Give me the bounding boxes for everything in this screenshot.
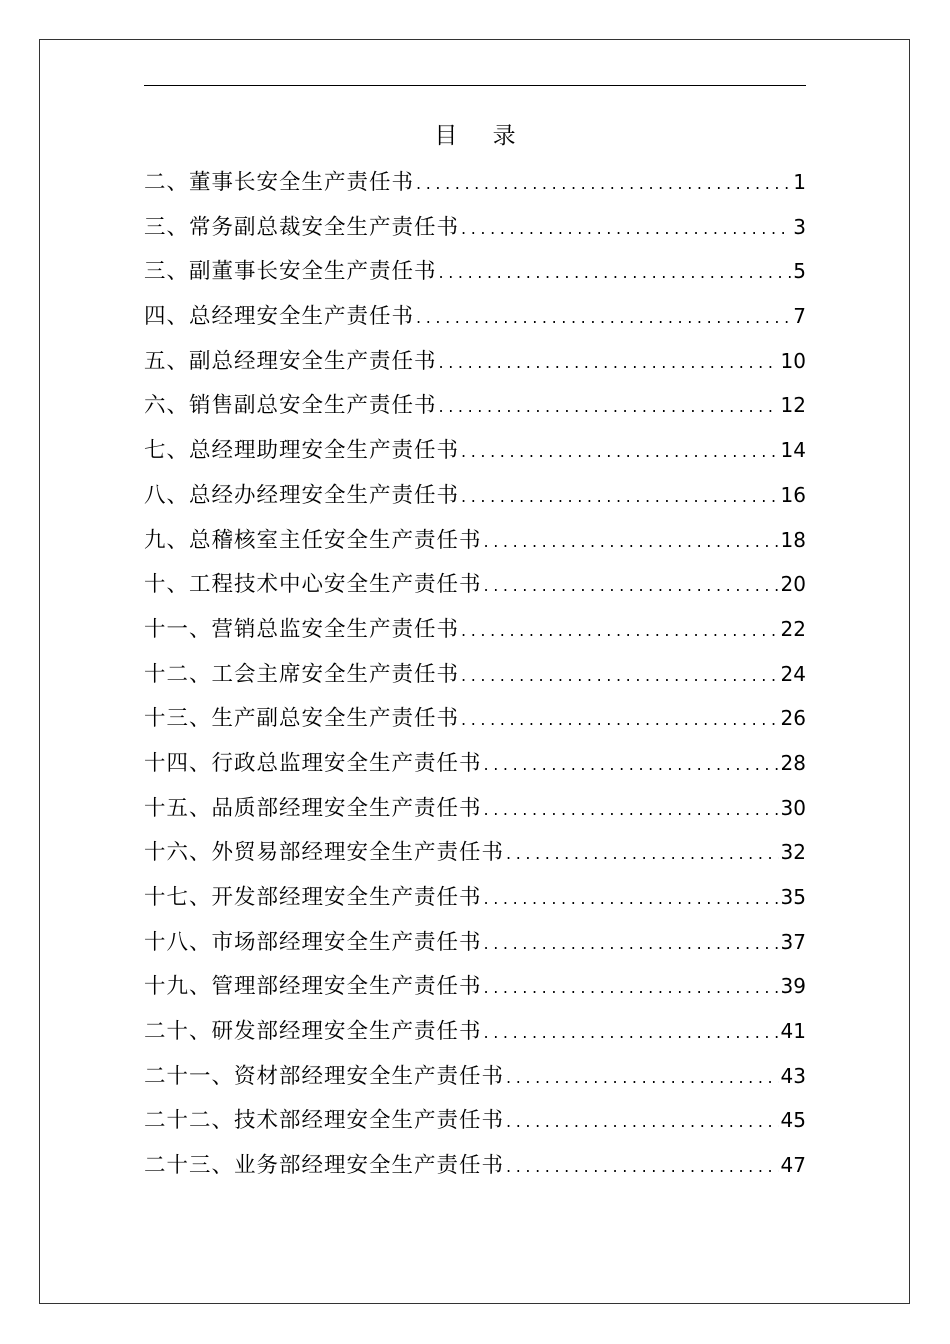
toc-dot-leader (459, 609, 779, 654)
toc-page-number: 1 (793, 170, 806, 194)
toc-entry-title: 四、总经理安全生产责任书 (144, 304, 415, 330)
toc-entry[interactable] (144, 964, 806, 1009)
toc-page-number: 12 (780, 393, 806, 418)
toc-entry[interactable] (144, 518, 806, 563)
toc-dot-leader (482, 743, 779, 788)
toc-entry[interactable] (144, 562, 806, 607)
toc-page-number: 18 (780, 527, 806, 552)
toc-entry-title: 五、副总经理安全生产责任书 (144, 348, 437, 374)
toc-page-number: 32 (780, 840, 806, 865)
toc-dot-leader (459, 698, 779, 743)
toc-entry[interactable] (144, 160, 806, 205)
toc-page-number: 41 (780, 1019, 806, 1044)
toc-dot-leader (459, 654, 779, 699)
toc-page-number: 45 (780, 1108, 806, 1133)
toc-entry[interactable] (144, 786, 806, 831)
toc-entry[interactable] (144, 1098, 806, 1143)
toc-dot-leader (437, 341, 779, 386)
toc-entry-title: 二十三、业务部经理安全生产责任书 (144, 1153, 505, 1179)
toc-page-number: 14 (780, 438, 806, 463)
toc-dot-leader (504, 1145, 779, 1190)
toc-dot-leader (482, 564, 779, 609)
toc-entry-title: 七、总经理助理安全生产责任书 (144, 438, 460, 464)
toc-dot-leader (482, 788, 779, 833)
toc-dot-leader (459, 207, 791, 252)
toc-page-number: 7 (793, 304, 806, 329)
toc-page-number: 30 (780, 795, 806, 820)
toc-entry[interactable] (144, 339, 806, 384)
toc-entry[interactable] (144, 920, 806, 965)
toc-dot-leader (504, 832, 779, 877)
toc-entry-title: 三、常务副总裁安全生产责任书 (144, 214, 460, 240)
toc-entry-title: 十一、营销总监安全生产责任书 (144, 616, 460, 642)
toc-entry-title: 十四、行政总监理安全生产责任书 (144, 750, 482, 776)
toc-page-number: 20 (780, 572, 806, 597)
toc-dot-leader (504, 1100, 779, 1145)
toc-page-number: 43 (780, 1063, 806, 1088)
toc-entry[interactable] (144, 696, 806, 741)
toc-dot-leader (437, 251, 792, 296)
toc-page-number: 3 (793, 214, 806, 239)
toc-entry[interactable] (144, 383, 806, 428)
toc-page-number: 47 (780, 1153, 806, 1178)
toc-entry[interactable] (144, 294, 806, 339)
toc-entry-title: 十九、管理部经理安全生产责任书 (144, 974, 482, 1000)
toc-dot-leader (459, 430, 779, 475)
toc-page-number: 35 (780, 885, 806, 909)
toc-dot-leader (459, 475, 779, 520)
toc-entry[interactable] (144, 473, 806, 518)
toc-entry-title: 二、董事长安全生产责任书 (144, 170, 415, 195)
toc-entry[interactable] (144, 249, 806, 294)
toc-entry-title: 二十一、资材部经理安全生产责任书 (144, 1063, 505, 1089)
toc-entry[interactable] (144, 875, 806, 920)
toc-entry[interactable] (144, 607, 806, 652)
toc-entry-title: 十七、开发部经理安全生产责任书 (144, 885, 482, 910)
toc-dot-leader (482, 877, 779, 922)
toc-page-number: 37 (780, 929, 806, 954)
toc-entry[interactable] (144, 1143, 806, 1188)
toc-dot-leader (414, 296, 791, 341)
toc-title: 目 录 (434, 123, 530, 149)
toc-page-number: 28 (780, 750, 806, 775)
toc-entry[interactable] (144, 741, 806, 786)
toc-page-number: 22 (780, 616, 806, 641)
toc-entry-title: 十三、生产副总安全生产责任书 (144, 706, 460, 732)
toc-entry-title: 十六、外贸易部经理安全生产责任书 (144, 840, 505, 866)
toc-entry-title: 三、副董事长安全生产责任书 (144, 259, 437, 285)
toc-entry-title: 十、工程技术中心安全生产责任书 (144, 572, 482, 598)
toc-entry[interactable] (144, 830, 806, 875)
toc-entry-title: 九、总稽核室主任安全生产责任书 (144, 527, 482, 553)
toc-entry-title: 二十二、技术部经理安全生产责任书 (144, 1108, 505, 1134)
toc-entry[interactable] (144, 1054, 806, 1099)
toc-page-number: 39 (780, 974, 806, 999)
toc-entry-title: 十五、品质部经理安全生产责任书 (144, 795, 482, 821)
toc-page-number: 10 (780, 348, 806, 373)
toc-dot-leader (504, 1056, 779, 1101)
toc-dot-leader (482, 520, 779, 565)
toc-entry-title: 十二、工会主席安全生产责任书 (144, 661, 460, 687)
toc-entry[interactable] (144, 652, 806, 697)
header-rule (144, 85, 806, 86)
toc-entry[interactable] (144, 1009, 806, 1054)
toc-page-number: 24 (780, 661, 806, 686)
toc-entry[interactable] (144, 428, 806, 473)
toc-page-number: 5 (793, 259, 806, 284)
toc-entry-title: 六、销售副总安全生产责任书 (144, 393, 437, 419)
toc-entry-title: 八、总经办经理安全生产责任书 (144, 482, 460, 508)
toc-entry[interactable] (144, 205, 806, 250)
toc-page-number: 26 (780, 706, 806, 731)
toc-dot-leader (482, 966, 779, 1011)
toc-entry-title: 十八、市场部经理安全生产责任书 (144, 929, 482, 955)
toc-dot-leader (437, 385, 779, 430)
toc-entry-title: 二十、研发部经理安全生产责任书 (144, 1019, 482, 1045)
toc-dot-leader (414, 162, 791, 207)
toc-dot-leader (482, 1011, 779, 1056)
table-of-contents (144, 160, 806, 1188)
toc-dot-leader (482, 922, 779, 967)
toc-page-number: 16 (780, 482, 806, 507)
